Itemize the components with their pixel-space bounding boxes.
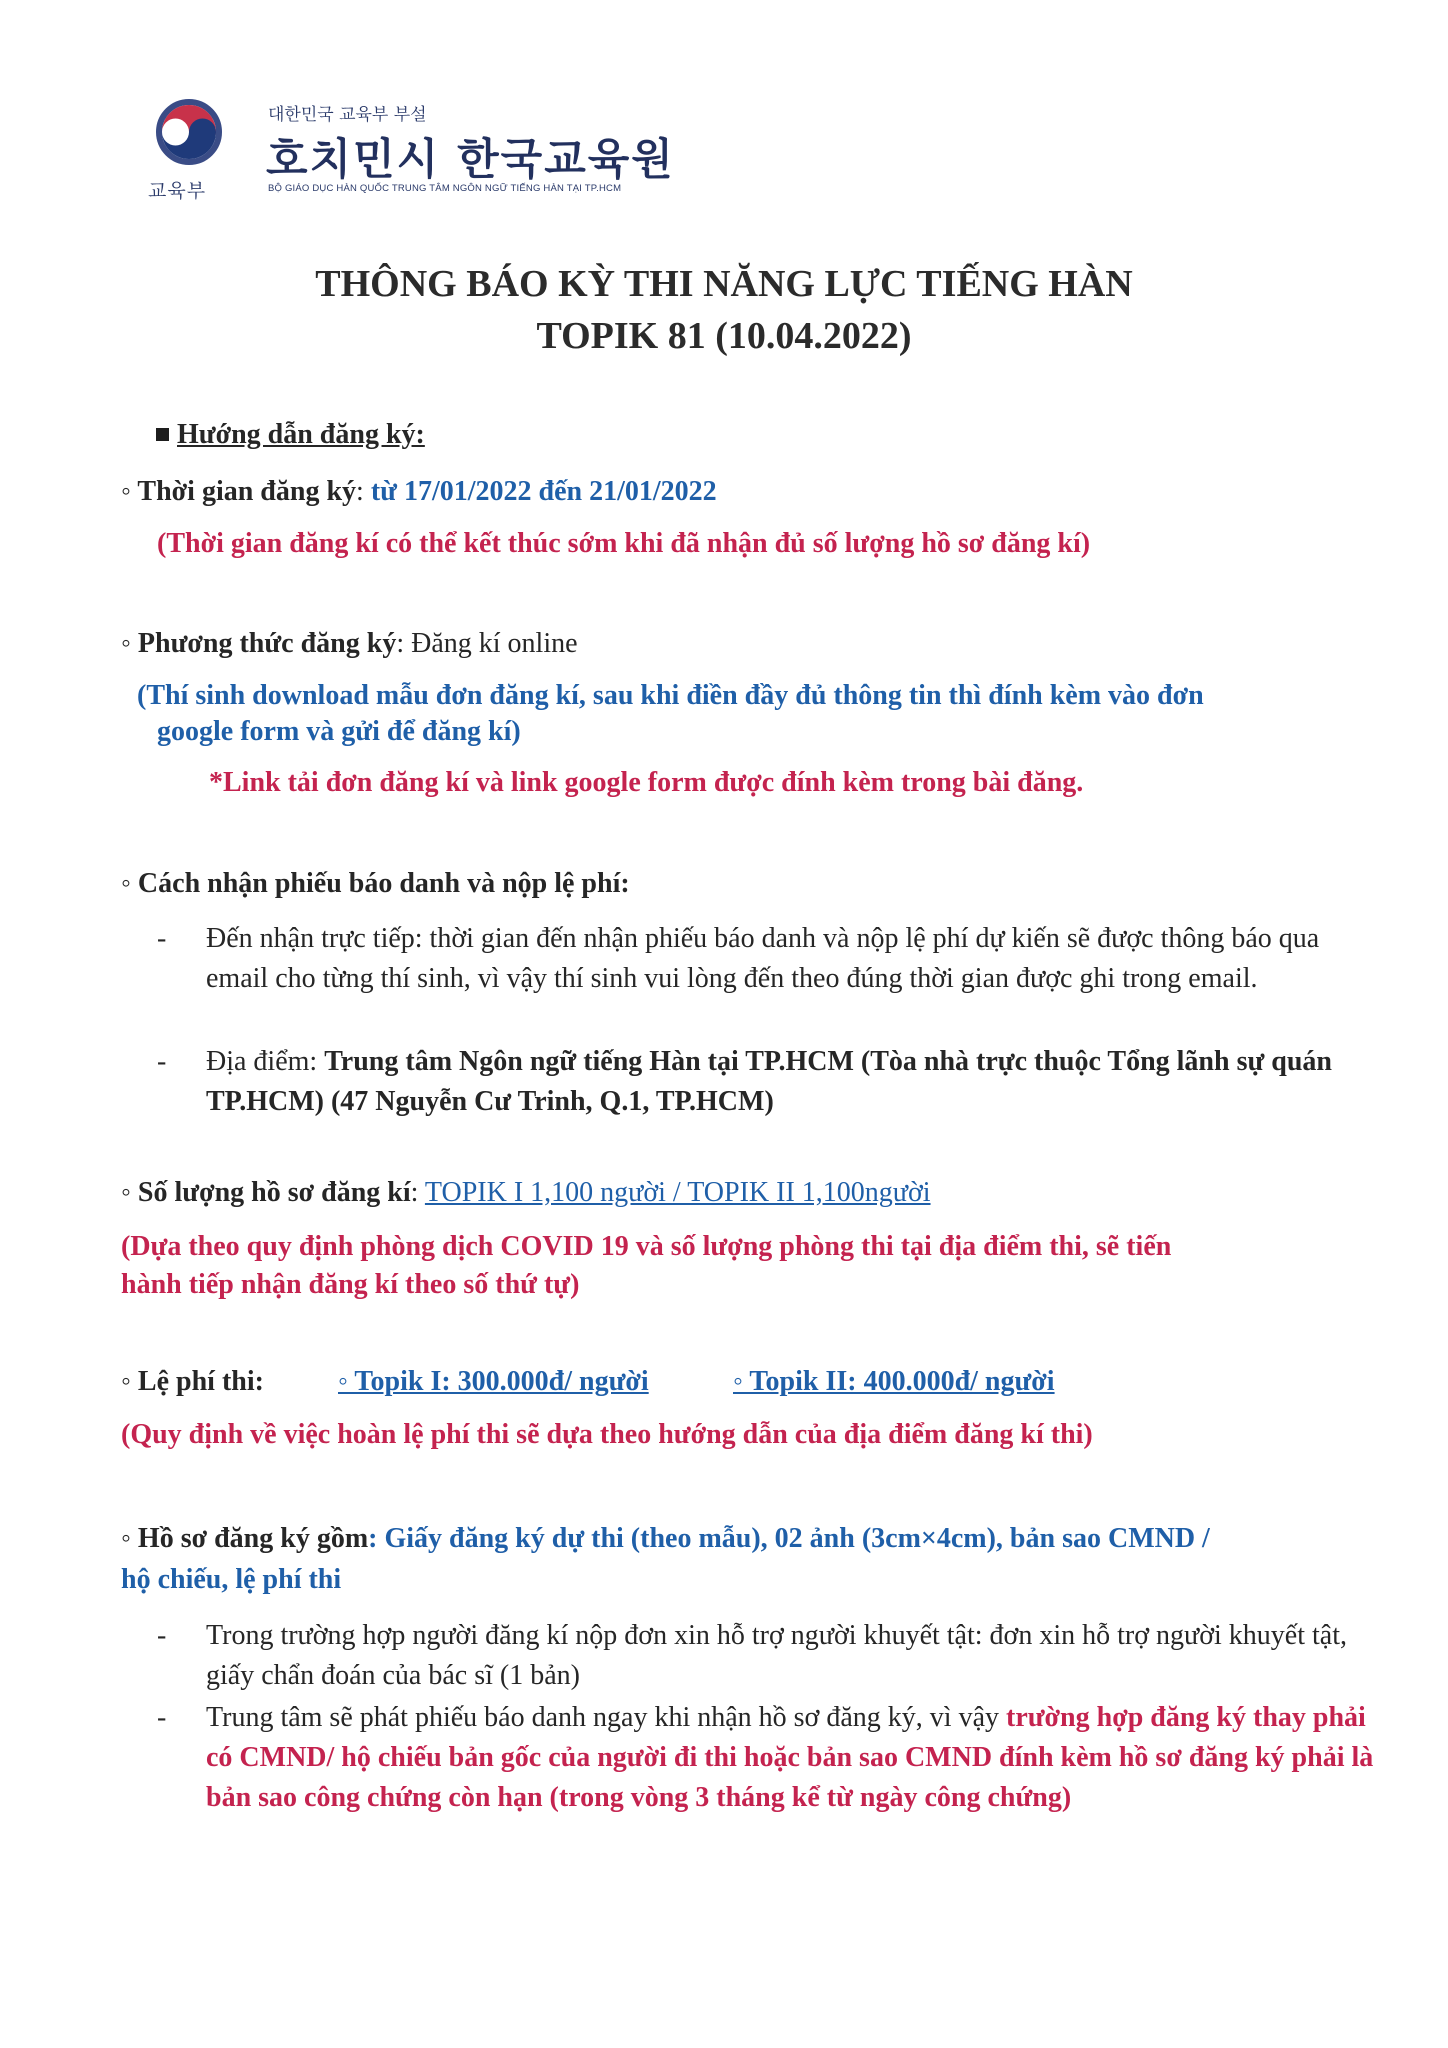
fee-topik2-text: ◦ Topik II: 400.000đ/ người (733, 1366, 1055, 1397)
page-subtitle: TOPIK 81 (10.04.2022) (536, 315, 912, 357)
receipt-heading (121, 867, 630, 901)
ministry-logo-icon (150, 96, 228, 186)
logo-label: 교육부 (148, 180, 207, 202)
reg-time-label: ◦ Thời gian đăng ký (121, 476, 357, 507)
fee-label (121, 1365, 264, 1399)
receipt-item-1 (157, 919, 1381, 999)
location-value: Trung tâm Ngôn ngữ tiếng Hàn tại TP.HCM (Tòa nhà trực thuộc Tổng lãnh sự quán TP.HCM) (47 Nguyễn Cư Trinh, Q.1, TP.HCM) (206, 1046, 1332, 1117)
fee-topik1 (338, 1365, 649, 1399)
docs-item2-plain: Trung tâm sẽ phát phiếu báo danh ngay khi nhận hồ sơ đăng ký, vì vậy (206, 1702, 1006, 1733)
fee-note-text: (Quy định về việc hoàn lệ phí thi sẽ dựa theo hướng dẫn của địa điểm đăng kí thi) (121, 1419, 1093, 1450)
quota-label: ◦ Số lượng hồ sơ đăng kí (121, 1177, 411, 1208)
list-dash: - (157, 1702, 167, 1733)
fee-topik2 (733, 1365, 1055, 1399)
reg-method-note-2 (157, 715, 521, 749)
quota-note-line2: hành tiếp nhận đăng kí theo số thứ tự) (121, 1269, 580, 1300)
location-label: Địa điểm: (206, 1046, 325, 1077)
guide-heading-text: Hướng dẫn đăng ký: (177, 419, 425, 450)
docs-value-line1: : Giấy đăng ký dự thi (theo mẫu), 02 ảnh (3cm×4cm), bản sao CMND / (368, 1523, 1210, 1554)
quota-row (121, 1176, 931, 1210)
guide-heading (156, 418, 425, 452)
fee-label-text: ◦ Lệ phí thi: (121, 1366, 264, 1397)
quota-note-line1: (Dựa theo quy định phòng dịch COVID 19 và số lượng phòng thi tại địa điểm thi, sẽ tiến (121, 1231, 1172, 1262)
link-note-text: *Link tải đơn đăng kí và link google form được đính kèm trong bài đăng. (209, 767, 1084, 798)
docs-item-2 (157, 1698, 1386, 1818)
org-name: 호치민시 한국교육원 (266, 135, 675, 185)
reg-method-note-line2: google form và gửi để đăng kí) (157, 716, 521, 747)
org-english-name: BỘ GIÁO DỤC HÀN QUỐC TRUNG TÂM NGÔN NGỮ TIẾNG HÀN TẠI TP.HCM (268, 183, 622, 194)
reg-method-row (121, 627, 578, 661)
receipt-item-2 (157, 1042, 1386, 1122)
reg-time-value: từ 17/01/2022 đến 21/01/2022 (370, 476, 717, 507)
docs-value-line2: hộ chiếu, lệ phí thi (121, 1564, 342, 1595)
quota-note-2 (121, 1268, 579, 1302)
reg-method-note-line1: (Thí sinh download mẫu đơn đăng kí, sau khi điền đầy đủ thông tin thì đính kèm vào đơn (137, 680, 1204, 711)
org-subtitle: 대한민국 교육부 부설 (268, 105, 427, 125)
quota-sep: : (410, 1177, 425, 1208)
reg-method-link-note (209, 766, 1083, 800)
docs-label: ◦ Hồ sơ đăng ký gồm (121, 1523, 369, 1554)
reg-time-note (157, 527, 1090, 561)
reg-time-sep: : (356, 476, 371, 507)
docs-row-2 (121, 1563, 341, 1597)
fee-topik1-text: ◦ Topik I: 300.000đ/ người (338, 1366, 649, 1397)
quota-value: TOPIK I 1,100 người / TOPIK II 1,100người (424, 1177, 931, 1208)
reg-method-value: : Đăng kí online (396, 628, 578, 659)
docs-row (121, 1522, 1210, 1556)
reg-method-note-1 (137, 679, 1204, 713)
page-title: THÔNG BÁO KỲ THI NĂNG LỰC TIẾNG HÀN (315, 263, 1133, 305)
reg-time-note-text: (Thời gian đăng kí có thể kết thúc sớm khi đã nhận đủ số lượng hồ sơ đăng kí) (157, 528, 1091, 559)
list-dash: - (157, 1620, 167, 1651)
docs-item2-highlight: trường hợp đăng ký thay phải có CMND/ hộ chiếu bản gốc của người đi thi hoặc bản sao CMND đính kèm hồ sơ đăng ký phải là bản sao công chứng còn hạn (trong vòng 3 tháng kể từ ngày công chứng) (206, 1702, 1374, 1813)
fee-note (121, 1418, 1093, 1452)
receipt-label: ◦ Cách nhận phiếu báo danh và nộp lệ phí: (121, 868, 630, 899)
docs-item1-text: Trong trường hợp người đăng kí nộp đơn xin hỗ trợ người khuyết tật: đơn xin hỗ trợ người khuyết tật, giấy chẩn đoán của bác sĩ (1 bản) (206, 1620, 1347, 1691)
reg-method-label: ◦ Phương thức đăng ký (121, 628, 397, 659)
docs-item-1 (157, 1616, 1371, 1696)
receipt-item1-text: Đến nhận trực tiếp: thời gian đến nhận phiếu báo danh và nộp lệ phí dự kiến sẽ được thông báo qua email cho từng thí sinh, vì vậy thí sinh vui lòng đến theo đúng thời gian được ghi trong email. (206, 923, 1320, 994)
reg-time-row (121, 475, 717, 509)
quota-note-1 (121, 1230, 1171, 1264)
list-dash: - (157, 1046, 167, 1077)
square-bullet-icon (156, 428, 169, 441)
list-dash: - (157, 923, 167, 954)
